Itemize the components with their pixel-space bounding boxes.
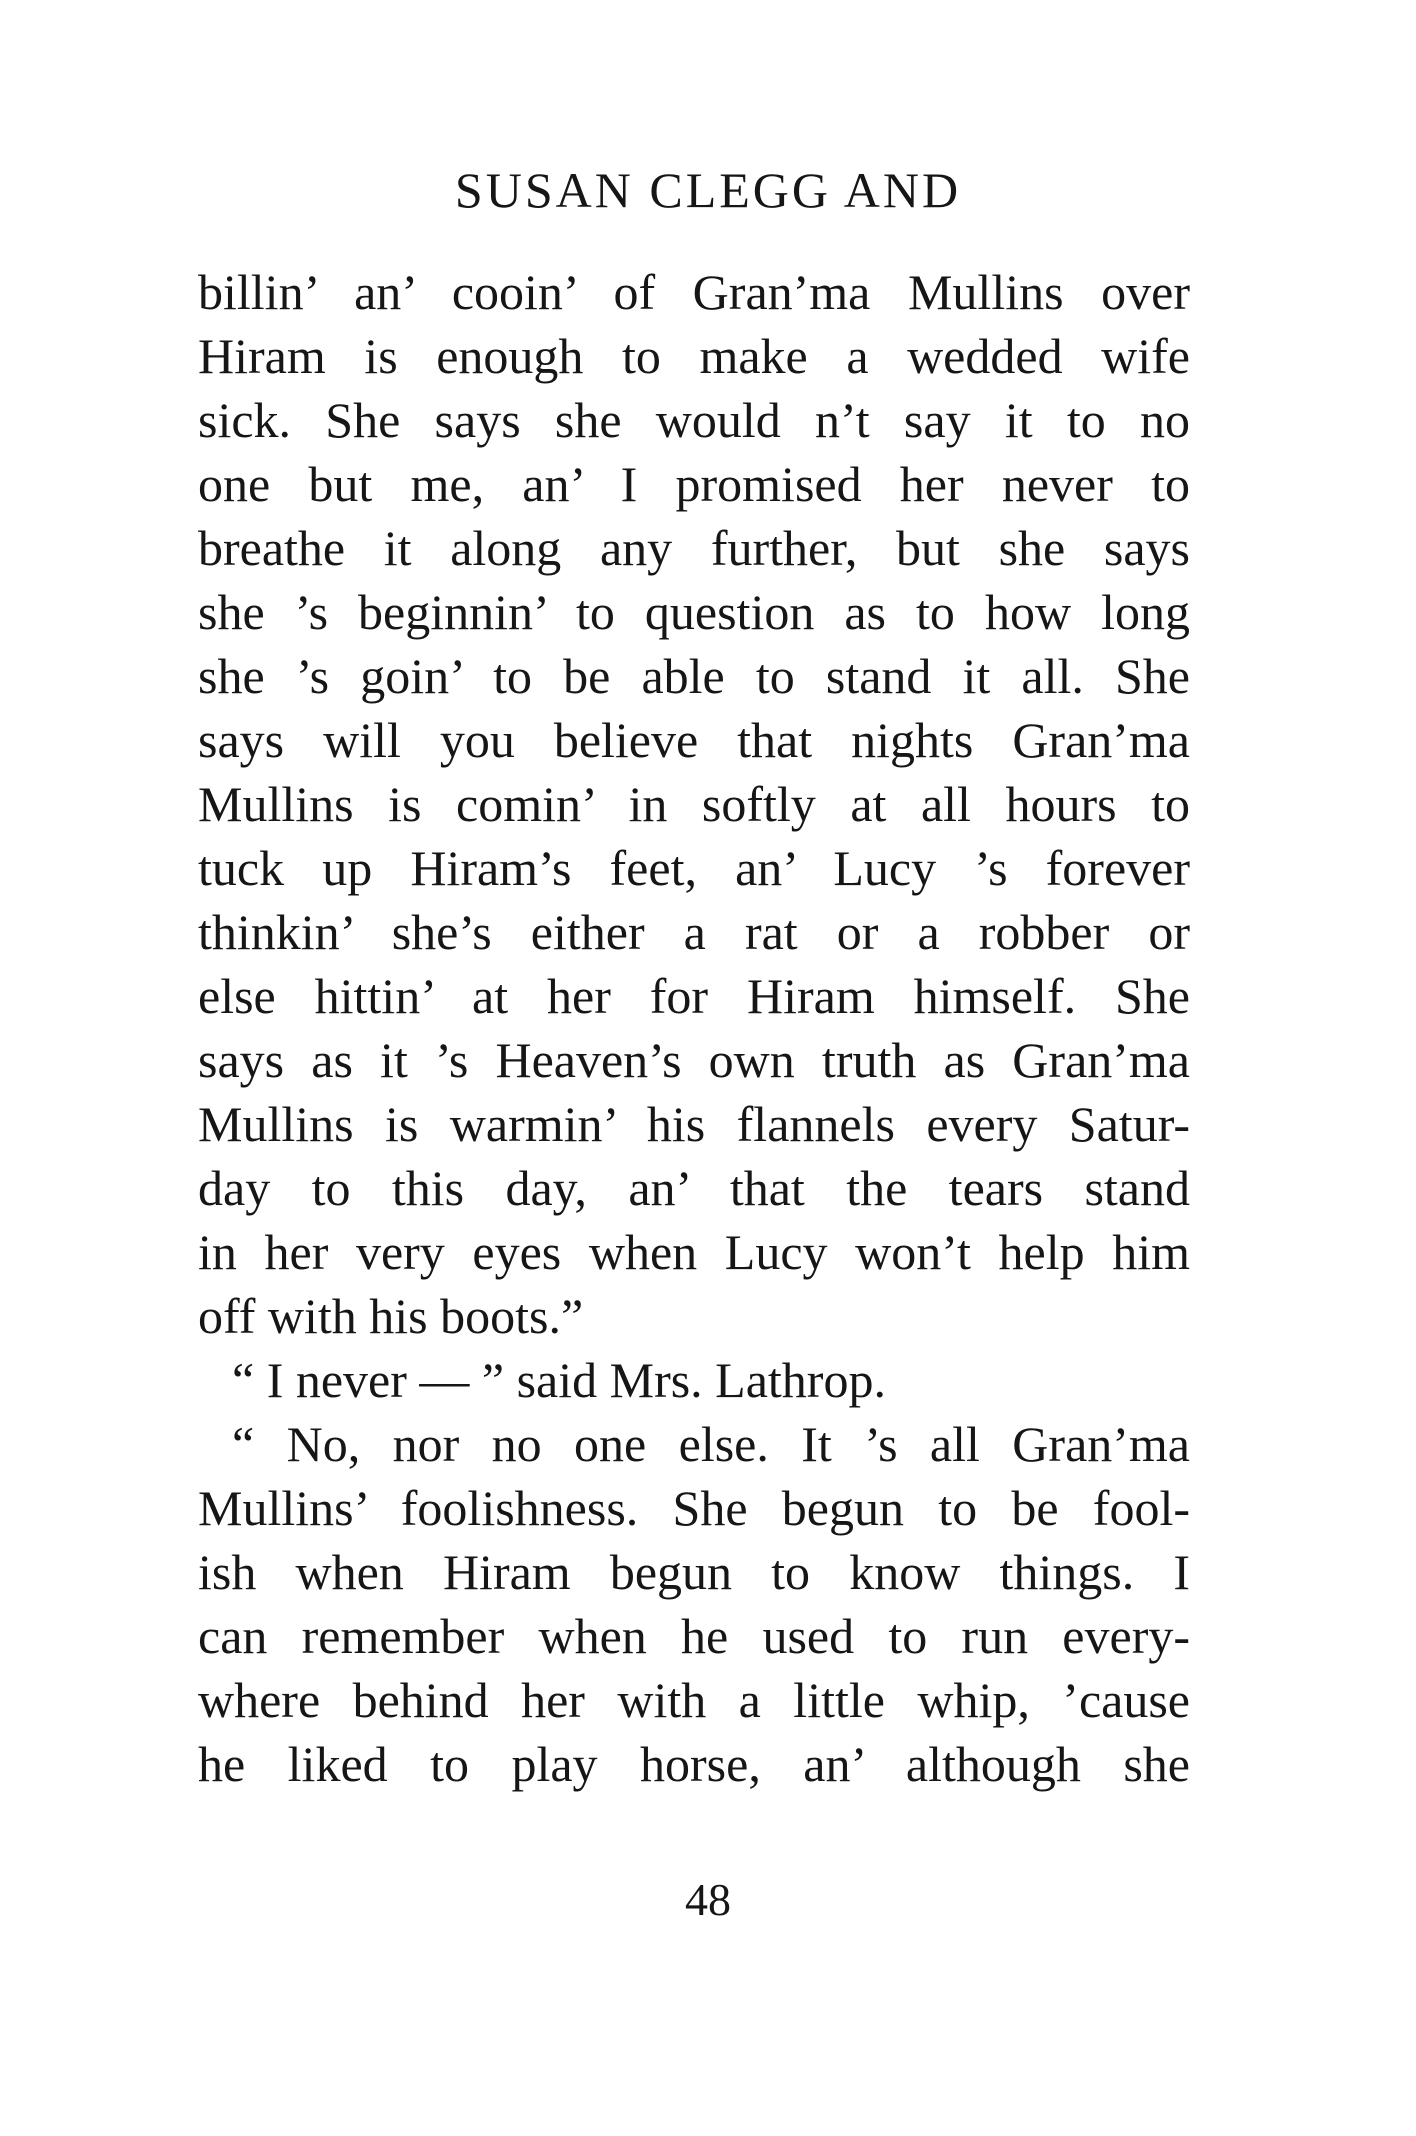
text-line: breathe it along any further, but she says <box>198 520 1190 576</box>
text-line: sick. She says she would n’t say it to no <box>198 392 1190 448</box>
dialogue-line: “ No, nor no one else. It ’s all Gran’ma <box>232 1416 1190 1472</box>
text-line: day to this day, an’ that the tears stand <box>198 1160 1190 1216</box>
text-line: he liked to play horse, an’ although she <box>198 1736 1190 1792</box>
text-line: can remember when he used to run every- <box>198 1608 1190 1664</box>
text-line: else hittin’ at her for Hiram himself. She <box>198 968 1190 1024</box>
text-line: Mullins’ foolishness. She begun to be fool- <box>198 1480 1190 1536</box>
text-line: billin’ an’ cooin’ of Gran’ma Mullins over <box>198 264 1190 320</box>
text-line: Mullins is comin’ in softly at all hours to <box>198 776 1190 832</box>
text-line: Hiram is enough to make a wedded wife <box>198 328 1190 384</box>
text-line: Mullins is warmin’ his flannels every Satur- <box>198 1096 1190 1152</box>
text-line: thinkin’ she’s either a rat or a robber or <box>198 904 1190 960</box>
page-number: 48 <box>685 1874 731 1925</box>
body-text <box>198 260 1190 1796</box>
text-line: says will you believe that nights Gran’ma <box>198 712 1190 768</box>
running-head: SUSAN CLEGG AND <box>454 162 962 218</box>
text-line: she ’s goin’ to be able to stand it all. She <box>198 648 1190 704</box>
text-line: where behind her with a little whip, ’cause <box>198 1672 1190 1728</box>
text-line: she ’s beginnin’ to question as to how long <box>198 584 1190 640</box>
text-line: one but me, an’ I promised her never to <box>198 456 1190 512</box>
text-line: ish when Hiram begun to know things. I <box>198 1544 1190 1600</box>
text-line: says as it ’s Heaven’s own truth as Gran’ma <box>198 1032 1190 1088</box>
text-line: tuck up Hiram’s feet, an’ Lucy ’s forever <box>198 840 1190 896</box>
text-line: in her very eyes when Lucy won’t help him <box>198 1224 1190 1280</box>
dialogue-line: “ I never — ” said Mrs. Lathrop. <box>232 1352 886 1408</box>
text-line: off with his boots.” <box>198 1288 584 1344</box>
